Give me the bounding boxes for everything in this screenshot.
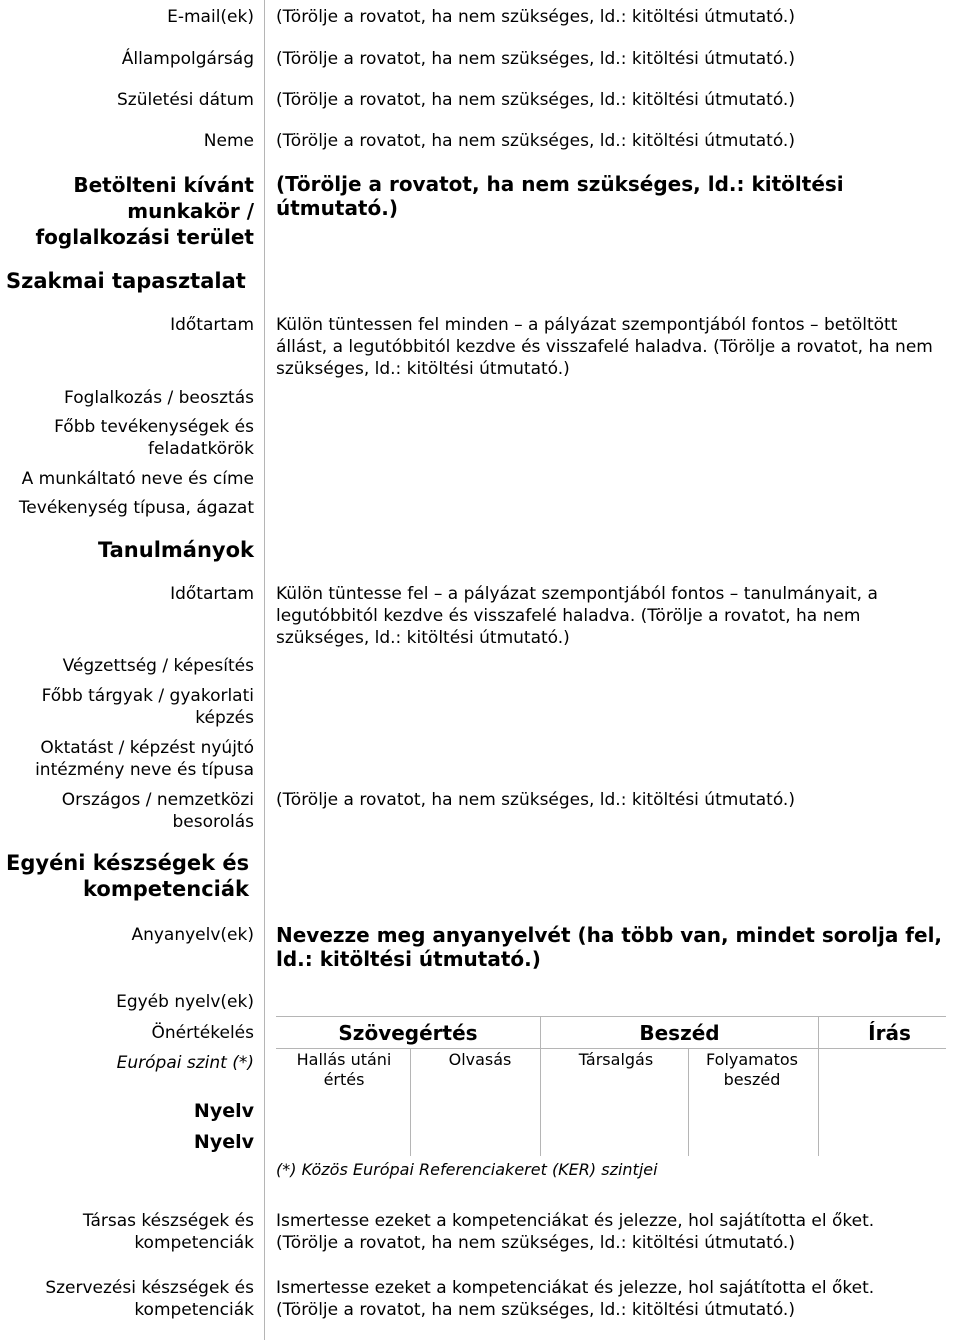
organisational-skills-label-line: kompetenciák bbox=[134, 1300, 254, 1320]
organisational-skills-value-line: (Törölje a rovatot, ha nem szükséges, ld.: kitöltési útmutató.) bbox=[276, 1300, 795, 1320]
institution-label-line: intézmény neve és típusa bbox=[35, 760, 254, 780]
education-heading: Tanulmányok bbox=[98, 538, 254, 562]
subjects-label-line: képzés bbox=[195, 708, 254, 728]
table-divider bbox=[688, 1048, 689, 1156]
activities-label bbox=[54, 416, 254, 460]
organisational-skills-label-line: Szervezési készségek és bbox=[45, 1278, 254, 1298]
education-intro: Külön tüntesse fel – a pályázat szempontjából fontos – tanulmányait, a legutóbbitól kezdve és visszafelé haladva. (Törölje a rovatot, ha nem szükséges, ld.: kitöltési útmutató.) bbox=[276, 584, 878, 648]
table-header-rule bbox=[276, 1048, 946, 1049]
table-subheader-listening: Hallás utáni értés bbox=[296, 1050, 392, 1089]
position-label: Foglalkozás / beosztás bbox=[64, 388, 254, 408]
organisational-skills-value bbox=[276, 1277, 946, 1321]
gender-value: (Törölje a rovatot, ha nem szükséges, ld.: kitöltési útmutató.) bbox=[276, 131, 795, 151]
level-label-line: besorolás bbox=[172, 812, 254, 832]
experience-duration-label: Időtartam bbox=[170, 315, 254, 335]
desired-job-label-line: Betölteni kívánt bbox=[73, 173, 254, 197]
table-subheader-reading: Olvasás bbox=[448, 1050, 512, 1069]
level-label bbox=[62, 789, 254, 833]
desired-job-label-line: foglalkozási terület bbox=[35, 225, 254, 249]
skills-heading-line: Egyéni készségek és bbox=[6, 851, 250, 875]
table-subheader-production: Folyamatos beszéd bbox=[706, 1050, 798, 1089]
social-skills-value-line: Ismertesse ezeket a kompetenciákat és jelezze, hol sajátította el őket. bbox=[276, 1211, 875, 1231]
gender-label: Neme bbox=[203, 131, 254, 151]
nationality-value: (Törölje a rovatot, ha nem szükséges, ld.: kitöltési útmutató.) bbox=[276, 49, 795, 69]
self-assessment-label: Önértékelés bbox=[151, 1023, 254, 1043]
education-duration-label: Időtartam bbox=[170, 584, 254, 604]
subjects-label bbox=[42, 685, 254, 729]
social-skills-label bbox=[83, 1210, 254, 1254]
institution-label-line: Oktatást / képzést nyújtó bbox=[40, 738, 254, 758]
subjects-label-line: Főbb tárgyak / gyakorlati bbox=[41, 686, 254, 706]
desired-job-label bbox=[35, 172, 254, 250]
other-languages-label: Egyéb nyelv(ek) bbox=[116, 992, 254, 1012]
skills-heading-line: kompetenciák bbox=[83, 877, 250, 901]
table-divider bbox=[410, 1048, 411, 1156]
skills-heading bbox=[6, 850, 249, 902]
mother-tongue-label: Anyanyelv(ek) bbox=[131, 925, 254, 945]
experience-heading: Szakmai tapasztalat bbox=[6, 269, 246, 293]
experience-intro: Külön tüntessen fel minden – a pályázat szempontjából fontos – betöltött állást, a legutóbbitól kezdve és visszafelé haladva. (Törölje a rovatot, ha nem szükséges, ld.: kitöltési útmutató.) bbox=[276, 315, 933, 379]
table-header-reading: Szövegértés bbox=[338, 1021, 478, 1045]
language-row-label: Nyelv bbox=[193, 1100, 254, 1122]
organisational-skills-value-line: Ismertesse ezeket a kompetenciákat és jelezze, hol sajátította el őket. bbox=[276, 1278, 875, 1298]
cefr-footnote: (*) Közös Európai Referenciakeret (KER) szintjei bbox=[276, 1160, 658, 1179]
email-label: E-mail(ek) bbox=[167, 7, 254, 27]
social-skills-label-line: kompetenciák bbox=[134, 1233, 254, 1253]
social-skills-label-line: Társas készségek és bbox=[82, 1211, 254, 1231]
employer-label: A munkáltató neve és címe bbox=[21, 469, 254, 489]
birth-date-label: Születési dátum bbox=[117, 90, 254, 110]
level-label-line: Országos / nemzetközi bbox=[61, 790, 254, 810]
level-value: (Törölje a rovatot, ha nem szükséges, ld.: kitöltési útmutató.) bbox=[276, 790, 795, 810]
activities-label-line: Főbb tevékenységek és bbox=[54, 417, 254, 437]
column-divider bbox=[264, 0, 265, 1340]
language-row-label: Nyelv bbox=[193, 1131, 254, 1153]
table-subheader-interaction: Társalgás bbox=[578, 1050, 654, 1069]
desired-job-value: (Törölje a rovatot, ha nem szükséges, ld.: kitöltési útmutató.) bbox=[276, 172, 844, 220]
social-skills-value-line: (Törölje a rovatot, ha nem szükséges, ld.: kitöltési útmutató.) bbox=[276, 1233, 795, 1253]
activities-label-line: feladatkörök bbox=[148, 439, 254, 459]
organisational-skills-label bbox=[45, 1277, 254, 1321]
table-top-rule bbox=[276, 1016, 946, 1017]
european-level-label: Európai szint (*) bbox=[116, 1053, 254, 1073]
nationality-label: Állampolgárság bbox=[121, 49, 254, 69]
qualification-label: Végzettség / képesítés bbox=[62, 656, 254, 676]
institution-label bbox=[35, 737, 254, 781]
desired-job-label-line: munkakör / bbox=[127, 199, 254, 223]
social-skills-value bbox=[276, 1210, 946, 1254]
email-value: (Törölje a rovatot, ha nem szükséges, ld.: kitöltési útmutató.) bbox=[276, 7, 795, 27]
table-header-speaking: Beszéd bbox=[639, 1021, 720, 1045]
birth-date-value: (Törölje a rovatot, ha nem szükséges, ld.: kitöltési útmutató.) bbox=[276, 90, 795, 110]
sector-label: Tevékenység típusa, ágazat bbox=[18, 498, 254, 518]
table-header-writing: Írás bbox=[868, 1021, 911, 1045]
mother-tongue-value: Nevezze meg anyanyelvét (ha több van, mindet sorolja fel, ld.: kitöltési útmutató.) bbox=[276, 923, 943, 971]
